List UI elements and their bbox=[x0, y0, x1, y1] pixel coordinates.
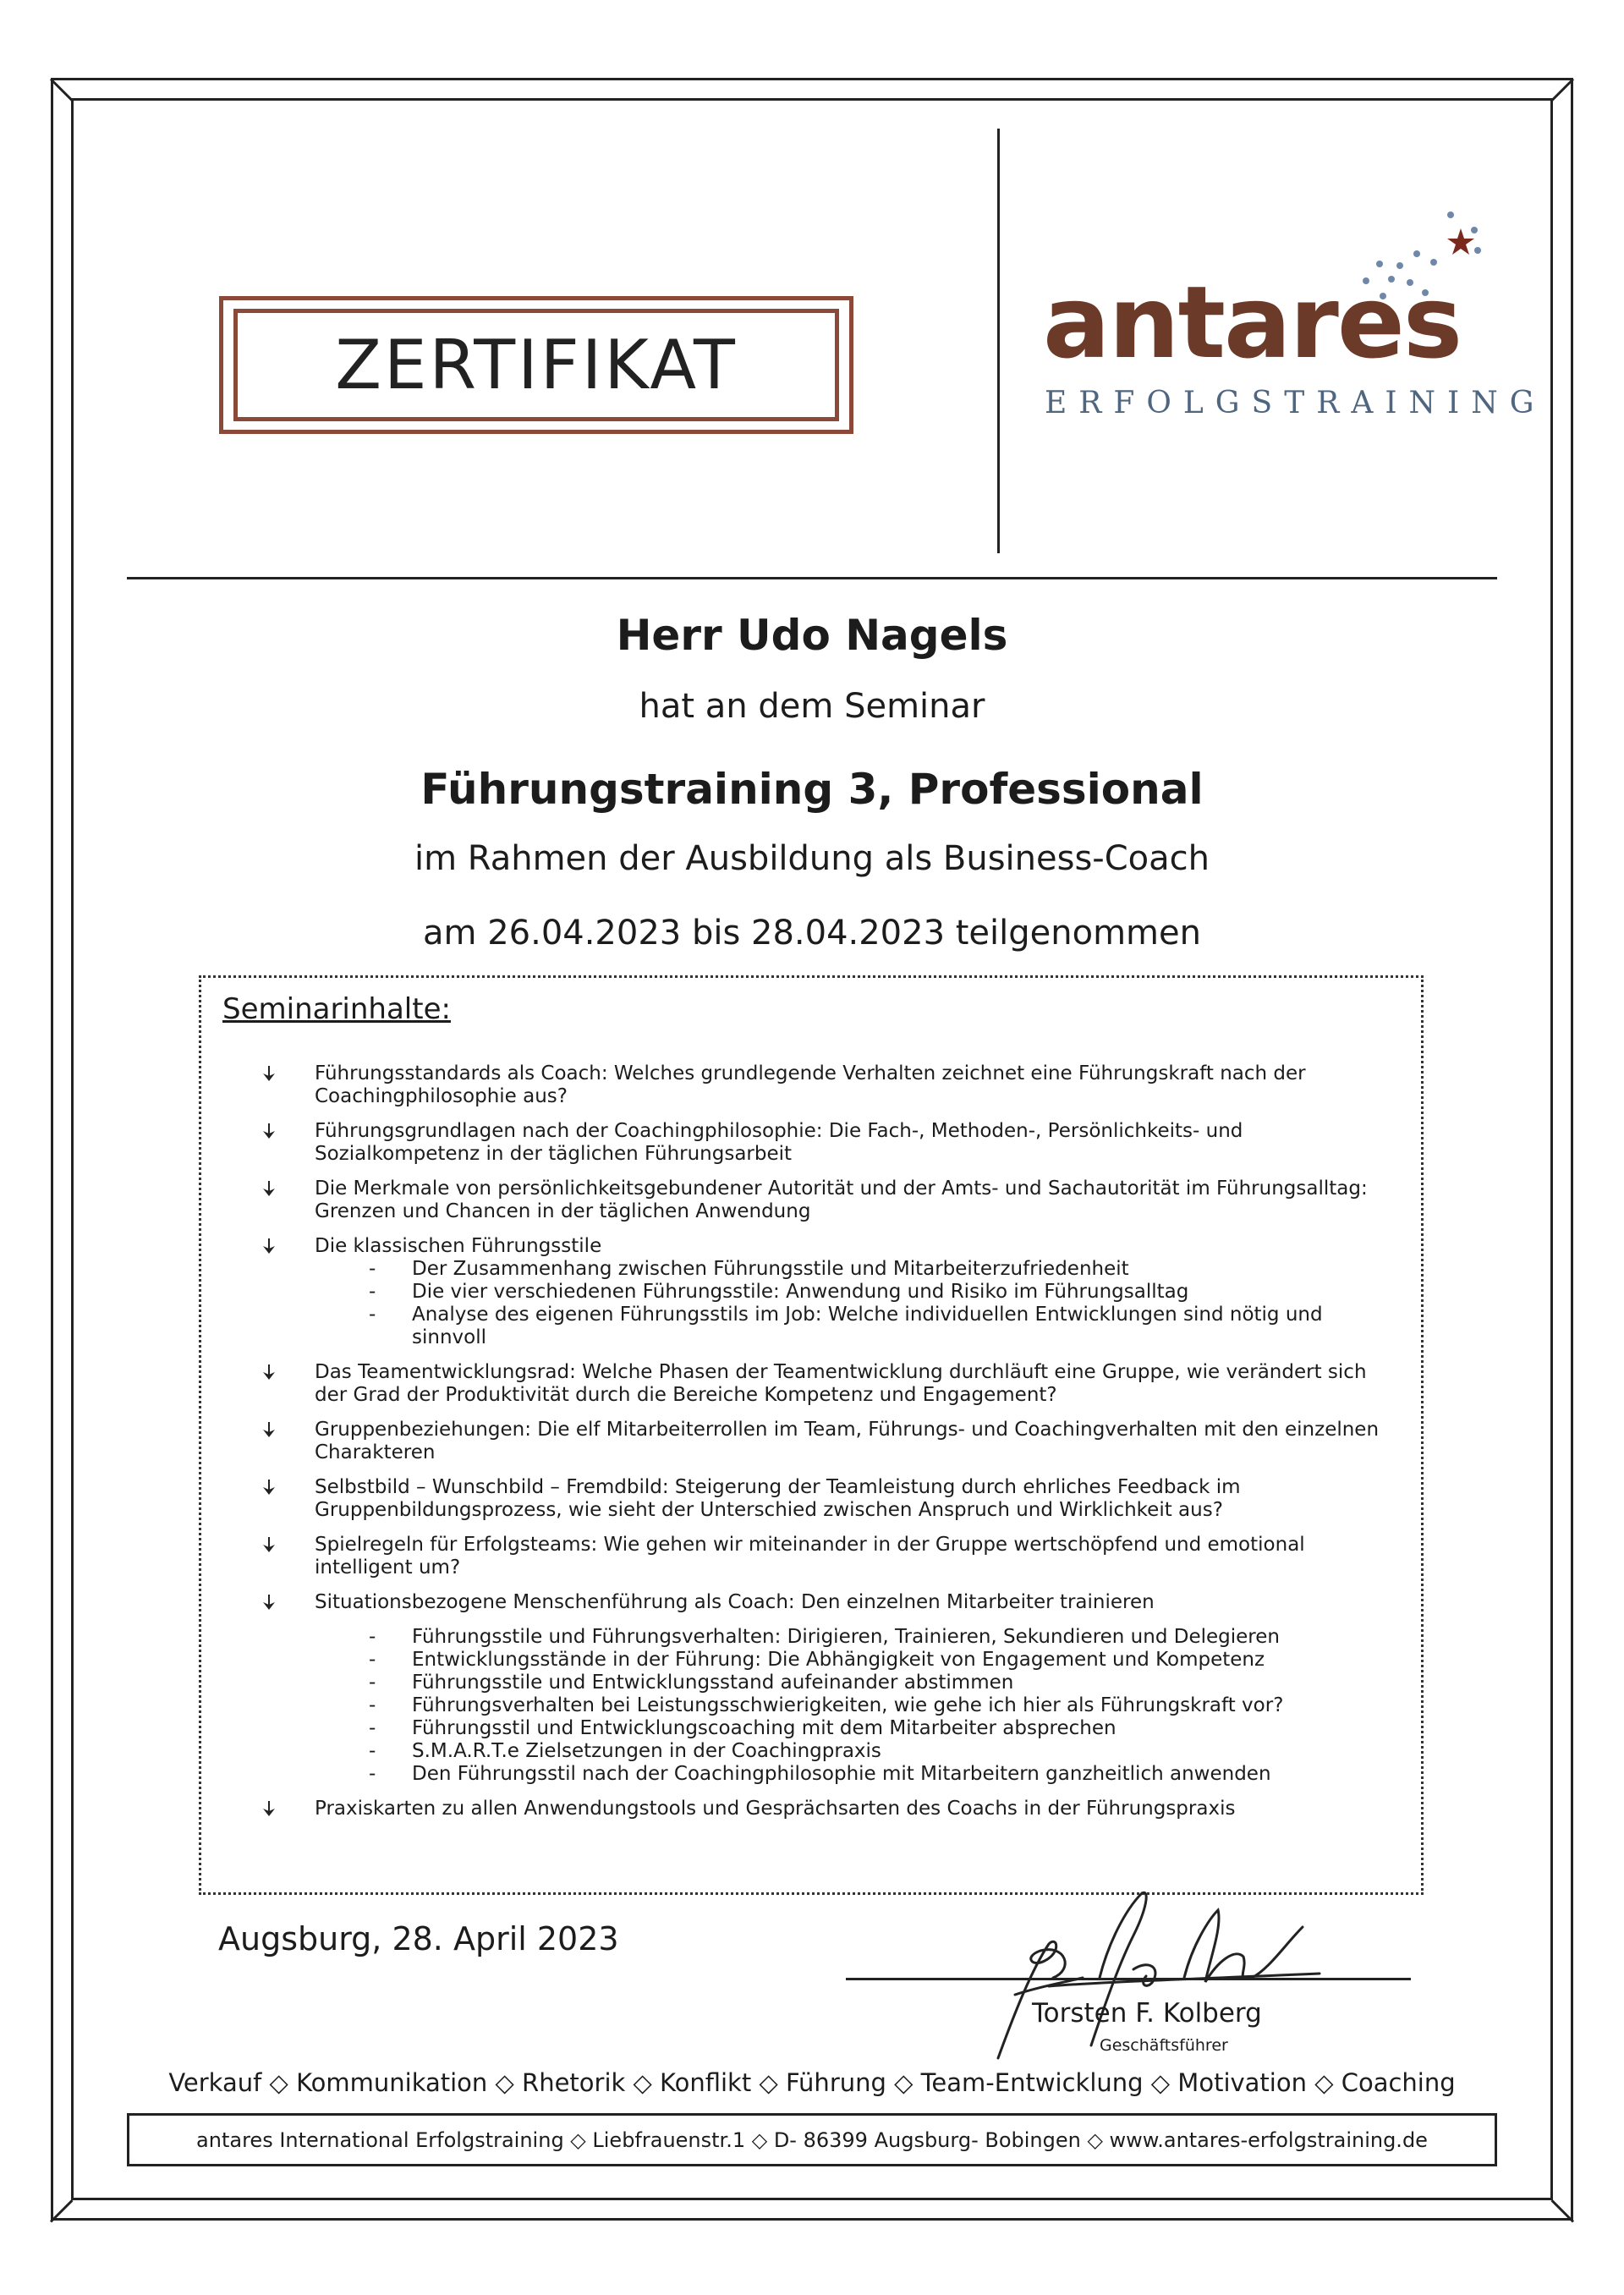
content-sublist bbox=[315, 1614, 1394, 1786]
signer-role: Geschäftsführer bbox=[1100, 2036, 1228, 2055]
content-subitem bbox=[315, 1717, 1394, 1740]
content-subitem-text: Analyse des eigenen Führungsstils im Job: Welche individuellen Entwicklungen sind nötig und sinnvoll bbox=[412, 1304, 1323, 1348]
certificate-title-box bbox=[219, 296, 853, 434]
content-item bbox=[261, 1120, 1394, 1166]
antares-logo bbox=[1036, 203, 1546, 431]
signer-name: Torsten F. Kolberg bbox=[1032, 1998, 1262, 2029]
seminar-contents-box bbox=[199, 975, 1424, 1895]
content-subitem bbox=[315, 1672, 1394, 1694]
content-subitem-text: Entwicklungsstände in der Führung: Die Abhängigkeit von Engagement und Kompetenz bbox=[412, 1649, 1265, 1671]
arrow-down-icon bbox=[261, 1535, 277, 1554]
content-item-text: Führungsgrundlagen nach der Coachingphilosophie: Die Fach-, Methoden-, Persönlichkeits- und Sozialkompetenz in der täglichen Führungsarbeit bbox=[315, 1120, 1243, 1165]
content-subitem-text: Führungsstil und Entwicklungscoaching mit dem Mitarbeiter absprechen bbox=[412, 1717, 1116, 1739]
content-subitem-text: S.M.A.R.T.e Zielsetzungen in der Coachingpraxis bbox=[412, 1740, 881, 1762]
place-date: Augsburg, 28. April 2023 bbox=[218, 1920, 619, 1957]
dash-icon: - bbox=[369, 1694, 376, 1716]
content-subitem bbox=[315, 1694, 1394, 1717]
content-subitem-text: Der Zusammenhang zwischen Führungsstile und Mitarbeiterzufriedenheit bbox=[412, 1258, 1129, 1280]
content-subitem bbox=[315, 1649, 1394, 1672]
content-item-text: Situationsbezogene Menschenführung als Coach: Den einzelnen Mitarbeiter trainieren bbox=[315, 1591, 1155, 1613]
arrow-down-icon bbox=[261, 1593, 277, 1611]
content-item bbox=[261, 1798, 1394, 1820]
header-divider-horizontal bbox=[127, 577, 1497, 579]
participant-name: Herr Udo Nagels bbox=[616, 611, 1008, 660]
intro-text: hat an dem Seminar bbox=[639, 687, 985, 726]
content-item bbox=[261, 1534, 1394, 1579]
content-item bbox=[261, 1591, 1394, 1786]
topics-line: Verkauf ◇ Kommunikation ◇ Rhetorik ◇ Konflikt ◇ Führung ◇ Team-Entwicklung ◇ Motivation ◇ Coaching bbox=[168, 2068, 1456, 2097]
contents-heading: Seminarinhalte: bbox=[222, 992, 451, 1026]
content-subitem-text: Führungsstile und Führungsverhalten: Dirigieren, Trainieren, Sekundieren und Delegieren bbox=[412, 1626, 1280, 1648]
certificate-title: ZERTIFIKAT bbox=[335, 326, 738, 404]
content-subitem bbox=[315, 1304, 1394, 1349]
content-item-text: Führungsstandards als Coach: Welches grundlegende Verhalten zeichnet eine Führungskraft nach der Coachingphilosophie aus? bbox=[315, 1062, 1306, 1107]
arrow-down-icon bbox=[261, 1799, 277, 1818]
content-subitem bbox=[315, 1740, 1394, 1763]
logo-subtitle: ERFOLGSTRAINING bbox=[1045, 386, 1546, 420]
content-subitem-text: Führungsverhalten bei Leistungsschwierigkeiten, wie gehe ich hier als Führungskraft vor? bbox=[412, 1694, 1284, 1716]
address-text: antares International Erfolgstraining ◇ Liebfrauenstr.1 ◇ D- 86399 Augsburg- Bobingen ◇ www.antares-erfolgstraining.de bbox=[196, 2128, 1428, 2152]
arrow-down-icon bbox=[261, 1122, 277, 1140]
arrow-down-icon bbox=[261, 1237, 277, 1255]
content-subitem-text: Die vier verschiedenen Führungsstile: Anwendung und Risiko im Führungsalltag bbox=[412, 1281, 1189, 1303]
logo-wordmark: antares bbox=[1043, 264, 1462, 381]
context-text: im Rahmen der Ausbildung als Business-Coach bbox=[414, 839, 1210, 878]
content-item-text: Praxiskarten zu allen Anwendungstools und Gesprächsarten des Coachs in der Führungspraxis bbox=[315, 1798, 1236, 1820]
dash-icon: - bbox=[369, 1763, 376, 1785]
arrow-down-icon bbox=[261, 1478, 277, 1496]
dash-icon: - bbox=[369, 1649, 376, 1671]
content-item-text: Die klassischen Führungsstile bbox=[315, 1235, 602, 1257]
content-item-text: Selbstbild – Wunschbild – Fremdbild: Steigerung der Teamleistung durch ehrliches Feedback im Gruppenbildungsprozess, wie sieht der Unterschied zwischen Anspruch und Wirklichkeit aus? bbox=[315, 1476, 1241, 1521]
content-item-text: Das Teamentwicklungsrad: Welche Phasen der Teamentwicklung durchläuft eine Gruppe, wie verändert sich der Grad der Produktivität durch die Bereiche Kompetenz und Engagement? bbox=[315, 1361, 1367, 1406]
header-divider-vertical bbox=[997, 129, 1000, 553]
dash-icon: - bbox=[369, 1740, 376, 1762]
content-sublist bbox=[315, 1258, 1394, 1349]
content-subitem bbox=[315, 1626, 1394, 1649]
content-item bbox=[261, 1235, 1394, 1349]
content-subitem bbox=[315, 1258, 1394, 1281]
dash-icon: - bbox=[369, 1304, 376, 1326]
arrow-down-icon bbox=[261, 1420, 277, 1439]
content-subitem bbox=[315, 1763, 1394, 1786]
content-item-text: Gruppenbeziehungen: Die elf Mitarbeiterrollen im Team, Führungs- und Coachingverhalten mit den einzelnen Charakteren bbox=[315, 1419, 1380, 1463]
content-item bbox=[261, 1419, 1394, 1464]
seminar-dates: am 26.04.2023 bis 28.04.2023 teilgenommen bbox=[423, 914, 1201, 953]
content-subitem bbox=[315, 1614, 1394, 1626]
arrow-down-icon bbox=[261, 1064, 277, 1083]
arrow-down-icon bbox=[261, 1179, 277, 1198]
contents-list bbox=[261, 1062, 1394, 1832]
arrow-down-icon bbox=[261, 1363, 277, 1381]
dash-icon: - bbox=[369, 1717, 376, 1739]
content-item-text: Spielregeln für Erfolgsteams: Wie gehen wir miteinander in der Gruppe wertschöpfend und emotional intelligent um? bbox=[315, 1534, 1305, 1578]
seminar-title: Führungstraining 3, Professional bbox=[420, 765, 1204, 814]
content-item bbox=[261, 1062, 1394, 1108]
content-subitem-text: Den Führungsstil nach der Coachingphilosophie mit Mitarbeitern ganzheitlich anwenden bbox=[412, 1763, 1271, 1785]
dash-icon: - bbox=[369, 1626, 376, 1648]
content-subitem-text: Führungsstile und Entwicklungsstand aufeinander abstimmen bbox=[412, 1672, 1014, 1694]
content-item-text: Die Merkmale von persönlichkeitsgebundener Autorität und der Amts- und Sachautorität im Führungsalltag: Grenzen und Chancen in der täglichen Anwendung bbox=[315, 1178, 1368, 1222]
address-footer bbox=[127, 2113, 1497, 2166]
dash-icon: - bbox=[369, 1281, 376, 1303]
dash-icon: - bbox=[369, 1258, 376, 1280]
dash-icon: - bbox=[369, 1672, 376, 1694]
signature-line bbox=[846, 1978, 1411, 1980]
content-item bbox=[261, 1178, 1394, 1223]
content-item bbox=[261, 1476, 1394, 1522]
content-subitem bbox=[315, 1281, 1394, 1304]
content-item bbox=[261, 1361, 1394, 1407]
